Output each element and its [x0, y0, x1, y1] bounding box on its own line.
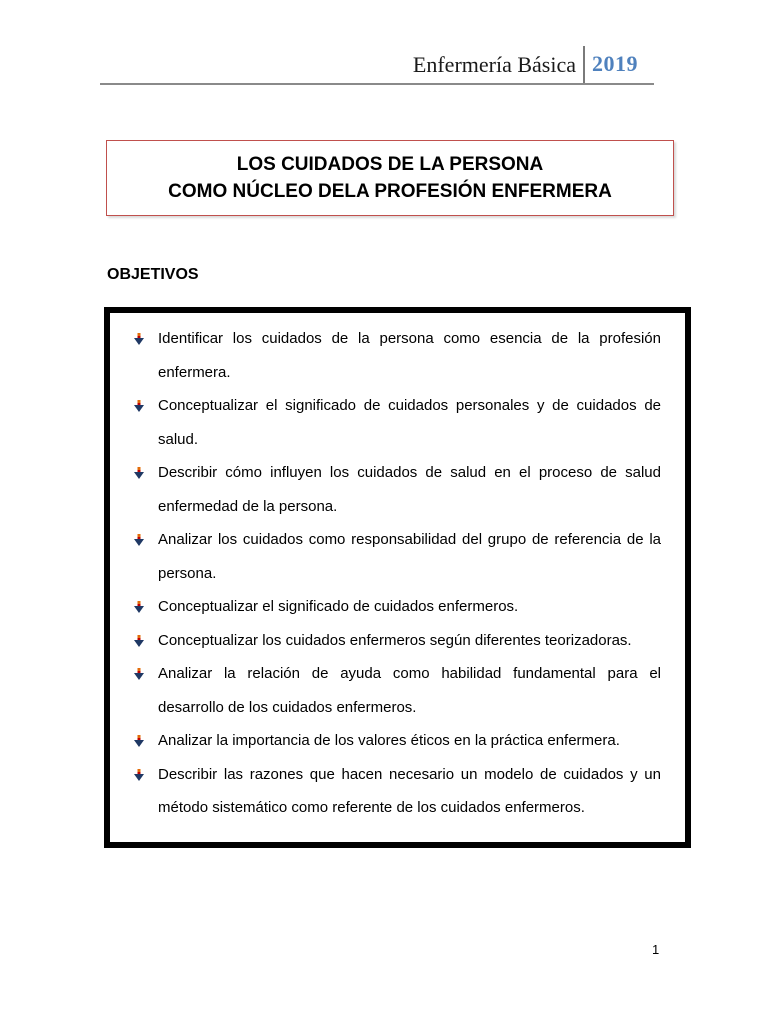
arrow-down-bullet-icon	[134, 467, 144, 479]
objective-text: Identificar los cuidados de la persona como esencia de la profesión enfermera.	[158, 330, 661, 381]
page-header	[100, 46, 654, 86]
objectives-heading: OBJETIVOS	[107, 266, 199, 283]
list-item	[130, 657, 661, 724]
list-item	[130, 624, 661, 658]
page-number: 1	[652, 942, 660, 957]
objectives-box	[104, 307, 691, 848]
title-line-1: LOS CUIDADOS DE LA PERSONA	[236, 154, 544, 175]
objective-text: Describir las razones que hacen necesario un modelo de cuidados y un método sistemático como referente de los cuidados enfermeros.	[158, 765, 661, 816]
list-item	[130, 523, 661, 590]
header-divider	[583, 46, 585, 84]
title-line-2: COMO NÚCLEO DELA PROFESIÓN ENFERMERA	[168, 181, 612, 202]
objective-text: Conceptualizar el significado de cuidados personales y de cuidados de salud.	[158, 397, 661, 448]
objective-text: Analizar la importancia de los valores éticos en la práctica enfermera.	[158, 732, 620, 749]
list-item	[130, 389, 661, 456]
objectives-list	[130, 322, 661, 825]
list-item	[130, 322, 661, 389]
objective-text: Analizar la relación de ayuda como habilidad fundamental para el desarrollo de los cuidados enfermeros.	[158, 665, 661, 716]
arrow-down-bullet-icon	[134, 333, 144, 345]
objective-text: Describir cómo influyen los cuidados de salud en el proceso de salud enfermedad de la persona.	[158, 464, 661, 515]
list-item	[130, 758, 661, 825]
header-rule	[100, 83, 654, 85]
objective-text: Conceptualizar el significado de cuidados enfermeros.	[158, 598, 519, 615]
document-title-box	[106, 140, 674, 216]
header-year: 2019	[592, 51, 638, 76]
arrow-down-bullet-icon	[134, 400, 144, 412]
list-item	[130, 590, 661, 624]
arrow-down-bullet-icon	[134, 635, 144, 647]
arrow-down-bullet-icon	[134, 668, 144, 680]
objective-text: Conceptualizar los cuidados enfermeros según diferentes teorizadoras.	[158, 631, 632, 649]
list-item	[130, 456, 661, 523]
arrow-down-bullet-icon	[134, 735, 144, 747]
objective-text: Analizar los cuidados como responsabilidad del grupo de referencia de la persona.	[158, 531, 661, 582]
arrow-down-bullet-icon	[134, 534, 144, 546]
arrow-down-bullet-icon	[134, 769, 144, 781]
list-item	[130, 724, 661, 758]
arrow-down-bullet-icon	[134, 601, 144, 613]
header-title: Enfermería Básica	[412, 52, 576, 77]
